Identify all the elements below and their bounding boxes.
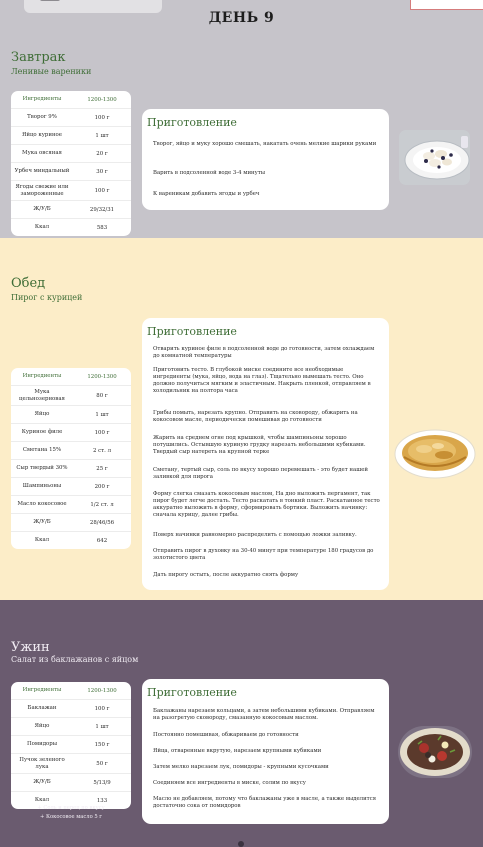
prep-step: Яйца, отваренные вкрутую, нарезаем крупными кубиками [153, 748, 322, 754]
prep-title: Приготовление [147, 116, 237, 129]
macros-row [11, 514, 131, 532]
prep-step: Соединяем все ингредиенты в миске, солим по вкусу [153, 780, 306, 786]
ingredient-row [11, 181, 131, 201]
ingredient-name: Пучок зеленого лука [19, 756, 65, 770]
macros-row [11, 201, 131, 219]
ingredient-name: Баклажан [27, 705, 57, 712]
lunch-subtitle: Пирог с курицей [11, 293, 83, 302]
ingredient-row [11, 145, 131, 163]
breakfast-prep-card [142, 109, 389, 210]
breakfast-photo [399, 130, 470, 185]
ingredient-row [11, 424, 131, 442]
prep-step: Масло не добавляем, потому что баклажаны уже в масле, а также выделится достаточно сока от помидоров [153, 796, 377, 809]
ingredient-amount: 1/2 ст. л [90, 501, 114, 508]
tab-chip-icon [40, 0, 60, 1]
ingredient-name: Урбеч миндальный [14, 168, 70, 175]
kcal-label: Ккал [34, 537, 50, 544]
ingredient-name: Яйцо [34, 723, 50, 730]
lunch-photo [394, 427, 476, 479]
ingredients-header-label: Ингредиенты [22, 96, 62, 103]
macros-value: 28/46/56 [89, 519, 115, 526]
breakfast-subtitle: Ленивые вареники [11, 67, 92, 76]
ingredient-amount: 20 г [96, 150, 108, 157]
ingredient-amount: 30 г [96, 168, 108, 175]
ingredient-amount: 80 г [96, 392, 108, 399]
prep-title: Приготовление [147, 325, 237, 338]
kcal-value: 583 [96, 224, 108, 231]
top-right-frame [410, 0, 483, 10]
kcal-label: Ккал [34, 797, 50, 804]
ingredient-amount: 2 ст. л [93, 447, 111, 454]
ingredient-amount: 100 г [94, 187, 110, 194]
ingredient-amount: 25 г [96, 465, 108, 472]
macros-label: Ж/У/Б [33, 206, 51, 213]
kcal-value: 133 [96, 797, 108, 804]
prep-step: Баклажаны нарезаем кольцами, а затем небольшими кубиками. Отправляем на разогретую сковороду, смазанную кокосовым маслом. [153, 708, 375, 721]
prep-step: Жарить на среднем огне под крышкой, чтобы шампиньоны хорошо потушились. Остывшую куриную грудку нарезать небольшими кубиками. Твердый сыр натереть на крупной терке [153, 435, 366, 455]
ingredient-name: Яйцо [34, 411, 50, 418]
ingredient-amount: 1 шт [95, 132, 109, 139]
dinner-section [0, 600, 483, 847]
ingredient-name: Ягоды свежие или замороженные [15, 183, 69, 197]
ingredient-row [11, 478, 131, 496]
ingredients-header-label: Ингредиенты [22, 373, 62, 380]
ingredient-name: Помидоры [26, 741, 58, 748]
ingredient-row [11, 406, 131, 424]
ingredient-name: Сметана 15% [22, 447, 62, 454]
lunch-title: Обед [11, 276, 46, 291]
macros-label: Ж/У/Б [33, 519, 51, 526]
ingredient-amount: 150 г [94, 741, 110, 748]
ingredient-amount: 100 г [94, 114, 110, 121]
lunch-prep-card [142, 318, 389, 590]
ingredient-row [11, 127, 131, 145]
ingredient-row [11, 386, 131, 406]
ingredient-name: Куриное филе [21, 429, 63, 436]
lunch-ingredients-card [11, 368, 131, 549]
ingredient-amount: 100 г [94, 429, 110, 436]
breakfast-ingredients-card [11, 91, 131, 236]
prep-step: Грибы помыть, нарезать крупно. Отправить на сковороду, обжарить на кокосовом масле, периодически помешивая до готовности [153, 410, 358, 423]
kcal-row [11, 219, 131, 236]
kcal-row [11, 532, 131, 549]
macros-value: 29/32/31 [89, 206, 115, 213]
note-line: + Соль и перец по вкусу [37, 805, 105, 811]
prep-step: К вареникам добавить ягоды и урбеч [153, 191, 260, 197]
ingredient-row [11, 163, 131, 181]
ingredients-header-row [11, 682, 131, 700]
ingredient-amount: 100 г [94, 705, 110, 712]
ingredient-amount: 1 шт [95, 411, 109, 418]
ingredient-name: Масло кокосовое [17, 501, 67, 508]
ingredient-amount: 50 г [96, 760, 108, 767]
ingredient-amount: 200 г [94, 483, 110, 490]
ingredient-name: Мука овсяная [22, 150, 62, 157]
day-title: ДЕНЬ 9 [208, 10, 275, 26]
ingredient-name: Яйцо куриное [22, 132, 62, 139]
prep-step: Творог, яйцо и муку хорошо смешать, накатать очень мелкие шарики руками [153, 141, 377, 147]
ingredient-row [11, 736, 131, 754]
macros-row [11, 774, 131, 792]
ingredient-name: Сыр твердый 30% [16, 465, 68, 472]
ingredient-row [11, 700, 131, 718]
prep-step: Поверх начинки равномерно распределить с помощью ложки заливку. [153, 532, 357, 538]
breakfast-section [0, 0, 483, 238]
dinner-subtitle: Салат из баклажанов с яйцом [11, 655, 139, 664]
prep-step: Постоянно помешивая, обжариваем до готовности [153, 732, 299, 738]
prep-step: Приготовить тесто. В глубокой миске соедините все необходимые ингредиенты (мука, яйцо, вода на глаз). Тщательно вымешать тесто. Оно должно получиться мягким и эластичным. Накрыть пленкой, отправляем в холодильник на полтора часа [153, 367, 371, 394]
ingredient-row [11, 442, 131, 460]
ingredient-row [11, 496, 131, 514]
dinner-photo [398, 726, 472, 778]
ingredients-header-calories: 1200-1300 [87, 373, 117, 380]
ingredient-name: Мука цельнозерновая [19, 388, 65, 402]
dinner-prep-card [142, 679, 389, 824]
ingredients-header-label: Ингредиенты [22, 687, 62, 694]
dinner-title: Ужин [11, 640, 50, 655]
ingredient-name: Шампиньоны [22, 483, 62, 490]
page-number-mark [238, 841, 244, 847]
dinner-ingredients-card [11, 682, 131, 809]
prep-step: Дать пирогу остыть, после аккуратно снять форму [153, 572, 299, 578]
prep-step: Варить в подсоленной воде 3-4 минуты [153, 170, 266, 176]
kcal-value: 642 [96, 537, 108, 544]
macros-value: 5/13/9 [93, 779, 111, 786]
breakfast-title: Завтрак [11, 50, 66, 65]
ingredients-header-row [11, 91, 131, 109]
macros-label: Ж/У/Б [33, 779, 51, 786]
ingredient-row [11, 718, 131, 736]
prep-step: Сметану, тертый сыр, соль по вкусу хорошо перемешать - это будет нашей заливкой для пирога [153, 467, 368, 480]
prep-step: Отварить куриное филе в подсоленной воде до готовности, затем охлаждаем до комнатной температуры [153, 346, 375, 359]
note-line: + Кокосовое масло 5 г [39, 814, 103, 820]
ingredients-header-row [11, 368, 131, 386]
ingredient-amount: 1 шт [95, 723, 109, 730]
prep-step: Отправить пирог в духовку на 30-40 минут при температуре 180 градусов до золотистого цвета [153, 548, 374, 561]
ingredient-row [11, 754, 131, 774]
dinner-notes [11, 804, 131, 822]
kcal-label: Ккал [34, 224, 50, 231]
prep-step: Затем мелко нарезаем лук, помидоры - крупными кусочками [153, 764, 329, 770]
prep-step: Форму слегка смазать кокосовым маслом, На дно выложить пергамент, так пирог будет легче достать. Тесто раскатать в тонкий пласт. Раскатанное тесто аккуратно выложить в форму, сформировать бортики. Выложить начинку: сначала курицу, далее грибы. [153, 491, 380, 518]
ingredient-name: Творог 9% [27, 114, 57, 121]
ingredient-row [11, 109, 131, 127]
ingredients-header-calories: 1200-1300 [87, 687, 117, 694]
prep-title: Приготовление [147, 686, 237, 699]
ingredient-row [11, 460, 131, 478]
ingredients-header-calories: 1200-1300 [87, 96, 117, 103]
lunch-section [0, 238, 483, 600]
